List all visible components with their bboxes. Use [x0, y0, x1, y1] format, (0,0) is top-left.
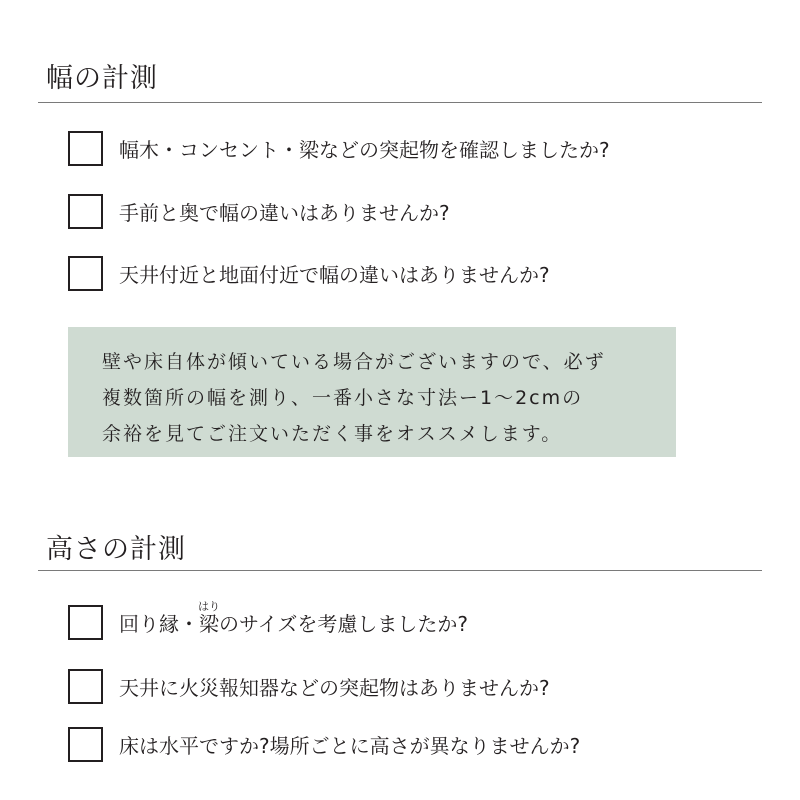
checklist-item-label: 床は水平ですか?場所ごとに高さが異なりませんか?: [119, 733, 581, 758]
checkbox[interactable]: [68, 256, 103, 291]
ruby-annotation: はり: [198, 599, 220, 613]
note-line: 余裕を見てご注文いただく事をオススメします。: [102, 423, 563, 445]
checklist-item-height-3: [68, 724, 580, 764]
section-divider-height: [38, 570, 762, 571]
checklist-item-label: 幅木・コンセント・梁などの突起物を確認しましたか?: [119, 137, 610, 162]
ruby-base-wrapper: [198, 599, 220, 636]
checkbox[interactable]: [68, 669, 103, 704]
checklist-item-label: [119, 599, 469, 637]
checkbox[interactable]: [68, 131, 103, 166]
label-prefix: 回り縁・: [119, 611, 199, 636]
section-title-width: 幅の計測: [46, 63, 158, 94]
checklist-item-height-2: [68, 666, 550, 706]
checklist-item-label: 天井に火災報知器などの突起物はありませんか?: [119, 675, 550, 700]
label-suffix: のサイズを考慮しましたか?: [219, 611, 469, 636]
checkbox[interactable]: [68, 727, 103, 762]
checklist-item-width-3: [68, 253, 550, 293]
note-line: 壁や床自体が傾いている場合がございますので、必ず: [102, 351, 606, 373]
checklist-item-width-1: [68, 128, 610, 168]
checklist-item-label: 手前と奥で幅の違いはありませんか?: [119, 200, 450, 225]
note-box: [68, 327, 676, 457]
ruby-base: 梁: [199, 611, 219, 636]
section-title-height: 高さの計測: [46, 534, 186, 565]
checklist-item-width-2: [68, 191, 450, 231]
section-divider-width: [38, 102, 762, 103]
checklist-item-height-1: [68, 599, 469, 642]
checkbox[interactable]: [68, 605, 103, 640]
checkbox[interactable]: [68, 194, 103, 229]
checklist-item-label: 天井付近と地面付近で幅の違いはありませんか?: [119, 262, 550, 287]
note-line: 複数箇所の幅を測り、一番小さな寸法ー1～2cmの: [102, 387, 584, 409]
